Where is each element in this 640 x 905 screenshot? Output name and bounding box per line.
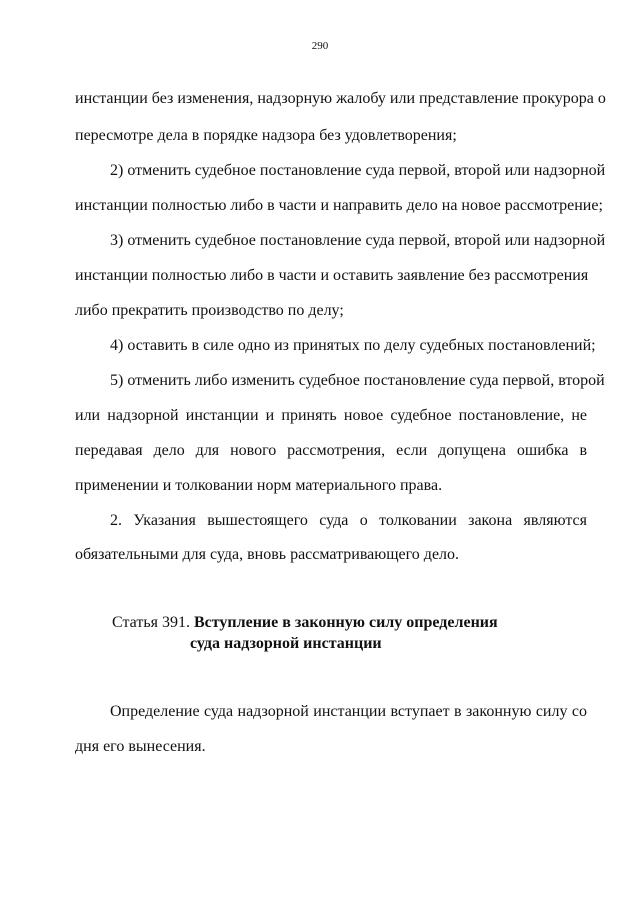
article-title-line-2: суда надзорной инстанции bbox=[190, 635, 382, 652]
paragraph-2-line-1: 2) отменить судебное постановление суда первой, второй или надзорной bbox=[110, 162, 606, 179]
paragraph-6-line-1: 2. Указания вышестоящего суда о толковании закона являются bbox=[110, 512, 587, 529]
paragraph-1-line-2: пересмотре дела в порядке надзора без удовлетворения; bbox=[75, 127, 457, 144]
paragraph-1-line-1: инстанции без изменения, надзорную жалобу или представление прокурора о bbox=[75, 90, 606, 107]
paragraph-5-line-4: применении и толковании норм материального права. bbox=[75, 477, 443, 494]
page-number: 290 bbox=[311, 40, 329, 52]
article-heading bbox=[112, 613, 498, 633]
paragraph-3-line-2: инстанции полностью либо в части и оставить заявление без рассмотрения bbox=[75, 267, 589, 284]
paragraph-5-line-2: или надзорной инстанции и принять новое судебное постановление, не bbox=[75, 407, 587, 424]
paragraph-6-line-2: обязательными для суда, вновь рассматривающего дело. bbox=[75, 546, 460, 563]
paragraph-5-line-3: передавая дело для нового рассмотрения, если допущена ошибка в bbox=[75, 442, 587, 459]
article-body-line-2: дня его вынесения. bbox=[75, 738, 206, 755]
paragraph-3-line-1: 3) отменить судебное постановление суда первой, второй или надзорной bbox=[110, 232, 606, 249]
paragraph-4-line-1: 4) оставить в силе одно из принятых по делу судебных постановлений; bbox=[110, 337, 596, 354]
paragraph-5-line-1: 5) отменить либо изменить судебное постановление суда первой, второй bbox=[110, 372, 605, 389]
article-title-line-1: Вступление в законную силу определения bbox=[193, 614, 498, 631]
article-number: Статья 391. bbox=[112, 614, 190, 631]
article-body-line-1: Определение суда надзорной инстанции вступает в законную силу со bbox=[110, 703, 587, 720]
paragraph-2-line-2: инстанции полностью либо в части и направить дело на новое рассмотрение; bbox=[75, 197, 603, 214]
paragraph-3-line-3: либо прекратить производство по делу; bbox=[75, 302, 344, 319]
